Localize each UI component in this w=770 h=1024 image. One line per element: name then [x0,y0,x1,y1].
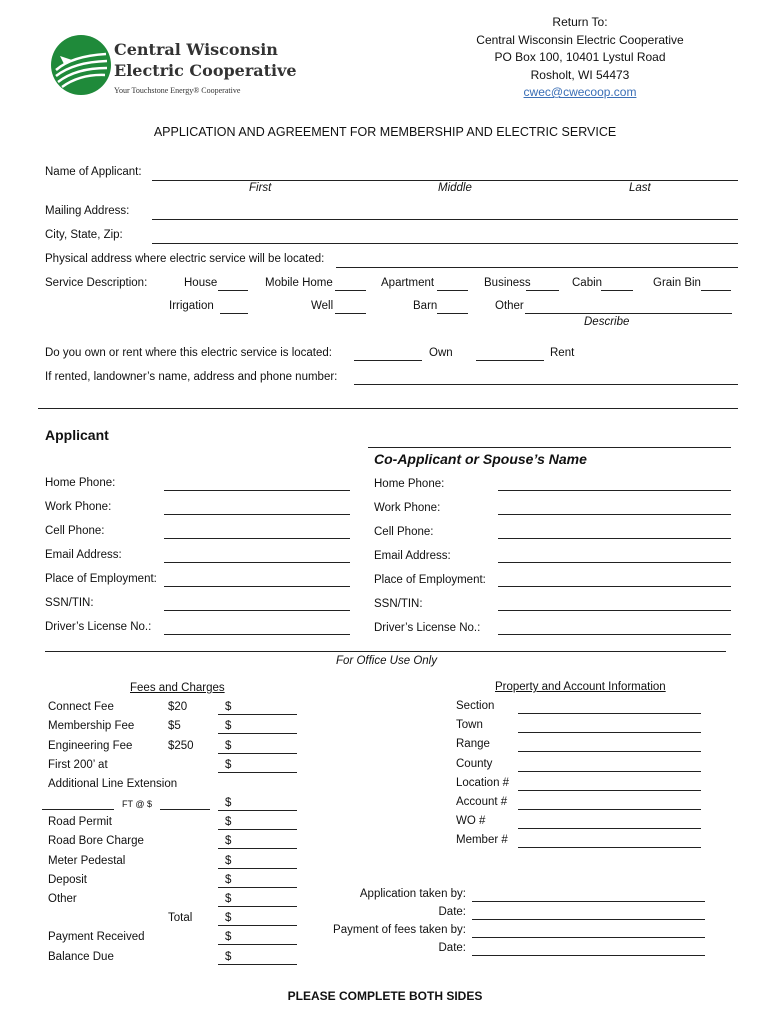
fee-membership-fee-dollar: $ [225,720,232,733]
service-house-blank[interactable] [218,290,248,291]
service-option-house: House [184,277,218,289]
co-applicant-work-phone-label: Work Phone: [374,502,441,514]
payment-received-dollar: $ [225,931,232,943]
logo-emblem-icon [50,34,112,96]
fee-meter-pedestal-dollar: $ [225,854,232,867]
service-option-mobile-home: Mobile Home [265,277,333,289]
fee-deposit-field[interactable] [218,887,297,888]
service-well-blank[interactable] [335,313,366,314]
balance-due-field[interactable] [218,964,297,965]
service-option-business: Business [484,277,531,289]
applicant-place-of-employment-label: Place of Employment: [45,573,157,585]
fee-meter-pedestal-label: Meter Pedestal [48,854,126,867]
fee-engineering-fee-dollar: $ [225,739,232,752]
own-rent-label: Do you own or rent where this electric service is located: [45,347,332,359]
fee-road-bore-charge-dollar: $ [225,835,232,848]
landowner-field[interactable] [354,384,738,385]
co-applicant-driver-s-license-no-field[interactable] [498,634,731,635]
property-county-field[interactable] [518,771,701,772]
co-applicant-ssn-tin-field[interactable] [498,610,731,611]
fee-other-dollar: $ [225,893,232,906]
co-applicant-place-of-employment-label: Place of Employment: [374,574,486,586]
fee-connect-fee-label: Connect Fee [48,701,114,713]
co-applicant-driver-s-license-no-label: Driver’s License No.: [374,622,481,634]
applicant-driver-s-license-no-label: Driver’s License No.: [45,621,152,633]
service-barn-blank[interactable] [437,313,468,314]
fee-other-field[interactable] [218,906,297,907]
applicant-place-of-employment-field[interactable] [164,586,350,587]
total-label: Total [168,912,193,924]
own-field[interactable] [354,360,422,361]
property-member-field[interactable] [518,847,701,848]
property-range-label: Range [456,738,490,751]
rent-field[interactable] [476,360,544,361]
fee-road-permit-label: Road Permit [48,816,112,828]
payment-received-field[interactable] [218,944,297,945]
applicant-email-address-label: Email Address: [45,549,122,561]
applicant-ssn-tin-field[interactable] [164,610,350,611]
additional-line-label: Additional Line Extension [48,778,178,790]
mailing-field[interactable] [152,219,738,220]
co-applicant-heading: Co-Applicant or Spouse’s Name [374,451,587,467]
property-account-label: Account # [456,796,508,808]
applicant-work-phone-label: Work Phone: [45,501,112,513]
date2-field[interactable] [472,955,705,956]
co-applicant-cell-phone-label: Cell Phone: [374,526,434,538]
service-option-apartment: Apartment [381,277,435,289]
service-cabin-blank[interactable] [601,290,633,291]
balance-due-label: Balance Due [48,951,114,963]
fee-deposit-dollar: $ [225,873,232,886]
payment-taken-field[interactable] [472,937,705,938]
fee-meter-pedestal-field[interactable] [218,868,297,869]
name-middle-caption: Middle [438,182,472,194]
fee-first-200-at-field[interactable] [218,772,297,773]
applicant-ssn-tin-label: SSN/TIN: [45,597,94,609]
applicant-email-address-field[interactable] [164,562,350,563]
service-mobile-home-blank[interactable] [335,290,366,291]
property-wo-field[interactable] [518,828,701,829]
co-applicant-work-phone-field[interactable] [498,514,731,515]
service-option-cabin: Cabin [572,277,603,289]
property-town-field[interactable] [518,732,701,733]
footer-note: PLEASE COMPLETE BOTH SIDES [287,989,483,1003]
fee-other-label: Other [48,893,77,906]
fee-road-bore-charge-label: Road Bore Charge [48,835,144,848]
fee-membership-fee-amount: $5 [168,720,181,733]
property-location-field[interactable] [518,790,701,791]
applicant-home-phone-field[interactable] [164,490,350,491]
fee-road-permit-dollar: $ [225,816,232,828]
service-irrigation-blank[interactable] [220,313,248,314]
logo-name-line1: Central Wisconsin [114,40,278,59]
return-to-line3: Rosholt, WI 54473 [530,67,630,82]
service-option-barn: Barn [413,300,438,312]
service-grain-bin-blank[interactable] [701,290,731,291]
return-to-label: Return To: [552,15,608,29]
property-member-label: Member # [456,834,508,847]
return-to-line1: Central Wisconsin Electric Cooperative [476,32,684,47]
taken-by-label: Application taken by: [359,888,466,900]
co-applicant-divider [368,447,731,448]
fee-connect-fee-dollar: $ [225,701,232,713]
property-location-label: Location # [456,776,510,789]
return-to-line2: PO Box 100, 10401 Lystul Road [494,50,666,64]
fees-heading: Fees and Charges [130,682,225,694]
service-option-irrigation: Irrigation [169,300,214,312]
own-label: Own [429,347,453,359]
office-heading: For Office Use Only [336,655,437,667]
service-option-well: Well [311,300,334,312]
city-label: City, State, Zip: [45,229,123,241]
service-business-blank[interactable] [526,290,559,291]
additional-line-dollar: $ [225,797,232,809]
property-section-field[interactable] [518,713,701,714]
applicant-home-phone-label: Home Phone: [45,477,116,489]
date2-label: Date: [438,942,466,954]
email-link[interactable]: cwec@cwecoop.com [523,85,637,99]
fee-first-200-at-dollar: $ [225,758,232,771]
applicant-work-phone-field[interactable] [164,514,350,515]
ft-quantity-field[interactable] [42,809,114,810]
applicant-cell-phone-label: Cell Phone: [45,525,105,537]
date-field[interactable] [472,919,705,920]
balance-due-dollar: $ [225,951,232,963]
physical-label: Physical address where electric service will be located: [45,253,325,265]
fee-engineering-fee-field[interactable] [218,753,297,754]
property-wo-label: WO # [456,815,486,828]
name-first-caption: First [249,182,272,194]
fee-first-200-at-label: First 200’ at [48,758,108,771]
fee-road-permit-field[interactable] [218,829,297,830]
co-applicant-home-phone-field[interactable] [498,490,731,491]
taken-by-field[interactable] [472,901,705,902]
service-option-grain-bin: Grain Bin [653,277,701,289]
ft-at-label: FT @ $ [122,799,152,809]
applicant-cell-phone-field[interactable] [164,538,350,539]
property-town-label: Town [456,719,483,732]
total-field[interactable] [218,925,297,926]
name-label: Name of Applicant: [45,166,142,178]
fee-connect-fee-field[interactable] [218,714,297,715]
fee-road-bore-charge-field[interactable] [218,848,297,849]
total-dollar: $ [225,912,232,924]
ft-rate-field[interactable] [160,809,210,810]
date-label: Date: [438,906,466,918]
fee-connect-fee-amount: $20 [168,701,188,713]
city-field[interactable] [152,243,738,244]
landowner-label: If rented, landowner’s name, address and phone number: [45,371,338,383]
applicant-driver-s-license-no-field[interactable] [164,634,350,635]
property-county-label: County [456,757,493,770]
mailing-label: Mailing Address: [45,205,130,217]
logo-name-line2: Electric Cooperative [114,61,297,80]
name-last-caption: Last [629,182,651,194]
return-to-block [420,14,740,102]
service-other-blank[interactable] [525,313,732,314]
co-applicant-ssn-tin-label: SSN/TIN: [374,598,423,610]
fee-engineering-fee-amount: $250 [168,739,194,752]
co-applicant-place-of-employment-field[interactable] [498,586,731,587]
section-divider [38,408,738,409]
fee-membership-fee-field[interactable] [218,733,297,734]
property-heading: Property and Account Information [495,681,666,693]
logo-tagline: Your Touchstone Energy® Cooperative [114,86,241,95]
property-range-field[interactable] [518,751,701,752]
co-applicant-cell-phone-field[interactable] [498,538,731,539]
describe-caption: Describe [584,316,630,328]
office-divider [45,651,726,652]
rent-label: Rent [550,347,575,359]
payment-taken-label: Payment of fees taken by: [333,924,466,936]
physical-field[interactable] [336,267,738,268]
cooperative-logo [50,34,297,104]
form-title: APPLICATION AND AGREEMENT FOR MEMBERSHIP AND ELECTRIC SERVICE [153,125,617,139]
fee-deposit-label: Deposit [48,873,87,886]
co-applicant-email-address-field[interactable] [498,562,731,563]
property-account-field[interactable] [518,809,701,810]
name-field[interactable] [152,180,738,181]
payment-received-label: Payment Received [48,931,145,943]
fee-membership-fee-label: Membership Fee [48,720,135,733]
property-section-label: Section [456,700,495,712]
service-apartment-blank[interactable] [437,290,468,291]
applicant-heading: Applicant [45,427,109,443]
service-option-other: Other [495,300,524,312]
service-label: Service Description: [45,277,148,289]
fee-engineering-fee-label: Engineering Fee [48,739,133,752]
co-applicant-email-address-label: Email Address: [374,550,451,562]
co-applicant-home-phone-label: Home Phone: [374,478,445,490]
additional-line-field[interactable] [218,810,297,811]
